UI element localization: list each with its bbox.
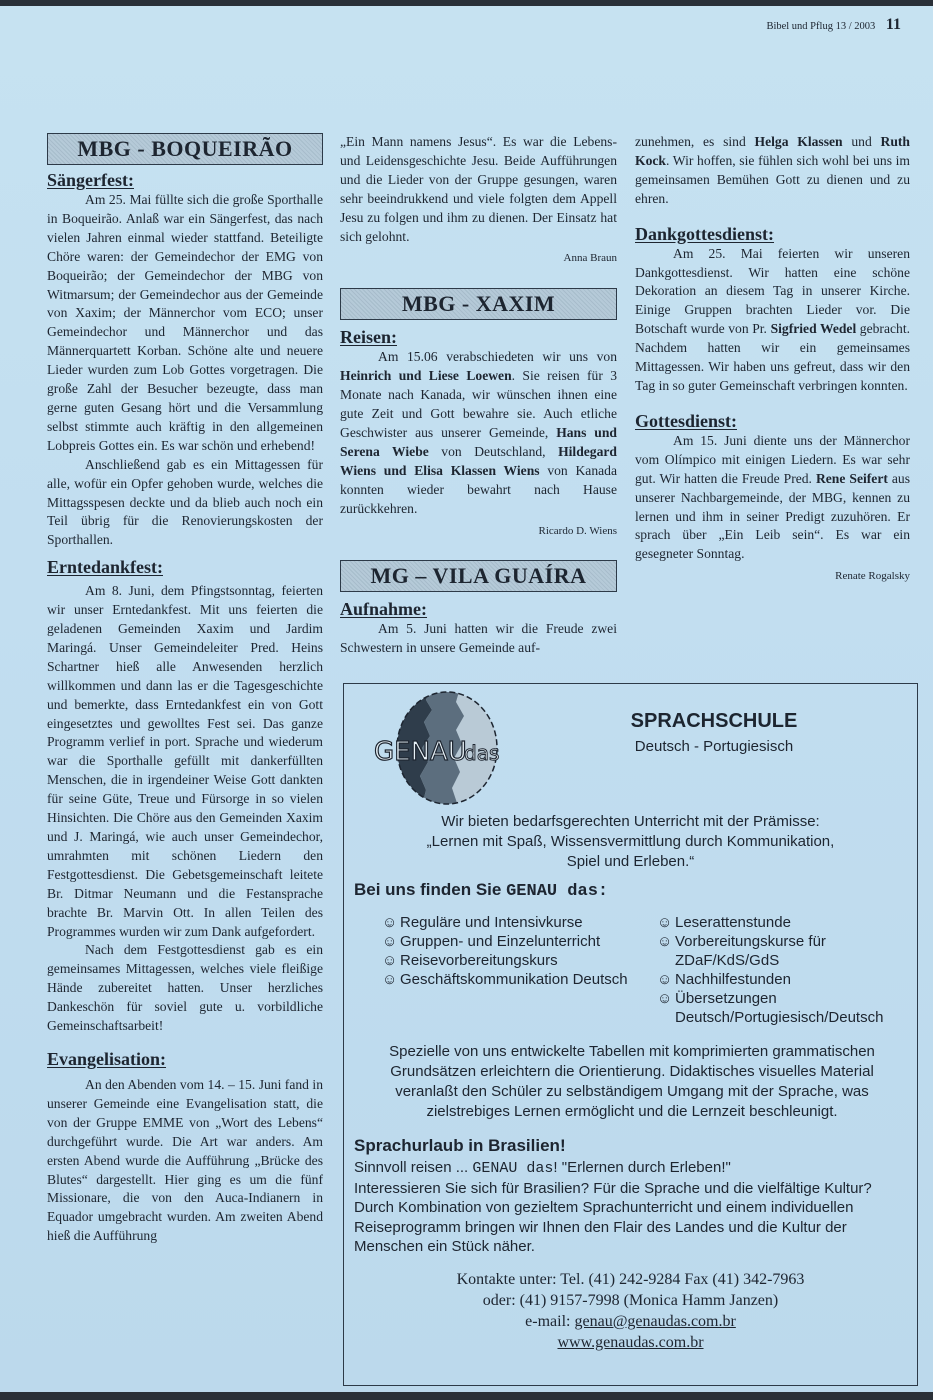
- svg-text:GENAU: GENAU: [374, 737, 467, 767]
- smiley-icon: ☺: [657, 990, 673, 1007]
- website-link[interactable]: www.genaudas.com.br: [557, 1334, 704, 1351]
- contact-mobile: oder: (41) 9157-7998 (Monica Hamm Janzen): [482, 1292, 779, 1309]
- column-2: [340, 133, 617, 658]
- offer-item: ☺ Reguläre und Intensivkurse: [382, 914, 583, 931]
- ad-urlaub-text: Sinnvoll reisen ... GENAU das! "Erlernen durch Erleben!" Interessieren Sie sich für Brasilien? Für die Sprache und die vielfältige Kultur? Durch Kombination von gezieltem Sprachunterricht und einem individuellen Reiseprogramm bringen wir Ihnen den Flair des Landes und die Kultur der Menschen ein Stück näher.: [354, 1159, 872, 1255]
- offer-item: ☺ Reisevorbereitungskurs: [382, 952, 558, 969]
- paragraph: Anschließend gab es ein Mittagessen für alle, wofür ein Opfer gehoben wurde, welches die Mittagsspesen deckte und da blieb auch noch ein Teil übrig für die Renovierungskosten der Sporthallen.: [47, 456, 323, 548]
- subhead-evangelisation: Evangelisation:: [47, 1048, 167, 1069]
- section-banner-xaxim: MBG - XAXIM: [340, 288, 617, 320]
- subhead-saengerfest: Sängerfest:: [47, 170, 134, 190]
- offer-item: ☺ Vorbereitungskurse für ZDaF/KdS/GdS: [657, 933, 826, 969]
- paragraph: „Ein Mann namens Jesus“. Es war die Lebens- und Leidensgeschichte Jesu. Beide Aufführungen und die Lieder von der Gruppe gesungen, waren sehr beeindrukkend und viele folgten dem Appell Jesu zu folgen und ihm zu dienen. Der Einsatz hat sich gelohnt.: [340, 134, 617, 244]
- author-signature: Renate Rogalsky: [835, 570, 910, 583]
- smiley-icon: ☺: [382, 971, 398, 988]
- offer-item: ☺ Übersetzungen Deutsch/Portugiesisch/Deutsch: [657, 990, 884, 1026]
- svg-text:das: das: [464, 741, 500, 765]
- paragraph: Am 5. Juni hatten wir die Freude zwei Schwestern in unsere Gemeinde auf-: [340, 621, 617, 656]
- ad-title: SPRACHSCHULE: [630, 710, 798, 732]
- sprachschule-advertisement: [343, 683, 918, 1386]
- ad-contact: Kontakte unter: Tel. (41) 242-9284 Fax (41) 342-7963 oder: (41) 9157-7998 (Monica Hamm Janzen) e-mail: genau@genaudas.com.br www.genaudas.com.br: [344, 1269, 917, 1353]
- paragraph: Am 8. Juni, dem Pfingstsonntag, feierten wir unser Erntedankfest. Mit uns feierten die geladenen Gemeinden Xaxim und Jardim Maringá. Unser Gemeindeleiter Pred. Heins Schartner hieß alle Anwesenden herzlich willkommen und dann las er die Tagesgeschichte und bemerkte, dass Erntedankfest ein von Gott eingesetztes und gewolltes Fest sei. Das ganze Programm verlief in port. Sprache und wiederum war die Sporthalle gefüllt mit dankerfüllten Menschen, die in irgendeiner Weise Gott dankten für seine Güte, Treue und Fürsorge in so vielen Hinsichten. Die Chöre aus den Gemeinden Xaxim und J. Maringá, wie auch unser Gemeindechor, umrahmten mit schönen Liedern den Festgottesdienst. Die Gebetsgemeinschaft leitete Br. Ditmar Neumann und die Festansprache brachte Br. Marvin Ott. In allen Teilen des Programmes wurden wir zum Dank aufgefordert.: [47, 583, 323, 939]
- ad-offer-list-left: [382, 913, 642, 989]
- paragraph: Am 15.06 verabschiedeten wir uns von Heinrich und Liese Loewen. Sie reisen für 3 Monate nach Kanada, wir wünschen ihnen eine gute Zeit und Gott bewahre sie. Auch etliche Geschwister aus unserer Gemeinde, Hans und Serena Wiebe von Deutschland, Hildegard Wiens und Elisa Klassen Wiens von Kanada konnten wieder bewahrt nach Hause zurückkehren.: [340, 349, 618, 516]
- ad-description: Spezielle von uns entwickelte Tabellen mit komprimierten grammatischen Grundsätzen erleichtern die Orientierung. Didaktisches visuelles Material veranlaßt den Schüler zu selbständigem Umgang mit der Sprache, was zielstrebiges Lernen ermöglicht und die Lernzeit beschleunigt.: [389, 1043, 875, 1120]
- ad-subtitle: Deutsch - Portugiesisch: [634, 738, 794, 755]
- offer-item: ☺ Geschäftskommunikation Deutsch: [382, 971, 628, 988]
- ad-offer-heading: Bei uns finden Sie GENAU das:: [354, 880, 609, 901]
- subhead-reisen: Reisen:: [340, 327, 397, 348]
- smiley-icon: ☺: [382, 914, 398, 931]
- author-signature: Anna Braun: [563, 252, 617, 265]
- running-header: [766, 16, 901, 34]
- offer-item: ☺ Gruppen- und Einzelunterricht: [382, 933, 601, 950]
- paragraph: Am 25. Mai füllte sich die große Sporthalle in Boqueirão. Anlaß war ein Sängerfest, das nach vielen Jahren einmal wieder stattfand. Beteiligte Chöre waren: der Gemeindechor der EMG von Boqueirão; der Gemeindechor der MBG von Witmarsum; der Gemeindechor aus der Gemeinde von Xaxim; der Männerchor vom ECO; unser Gemeindechor und Männerchor und das Männerquartett Korban. Schöne alte und neuere Lieder wurden zum Lob Gottes vorgetragen. Die große Zahl der Besucher bezeugte, dass man gerne guten Gesang hört und die Versammlung selbst stimmte auch kräftig in den allgemeinen Lobpreis Gottes ein. Es war schön und erhebend!: [47, 192, 323, 453]
- paragraph: Nach dem Festgottesdienst gab es ein gemeinsames Mittagessen, welches viele fleißige Hände zubereitet hatten. Unser herzliches Dankeschön für soviel gute u. vorbildliche Gemeinschaftsarbeit!: [47, 942, 323, 1034]
- contact-phone: Kontakte unter: Tel. (41) 242-9284 Fax (41) 342-7963: [456, 1271, 805, 1288]
- publication-name: Bibel und Pflug: [766, 21, 833, 32]
- paragraph: Am 25. Mai feierten wir unseren Dankgottesdienst. Wir hatten eine schöne Dekoration an diesem Tag in unserer Kirche. Einige Gruppen brachten Lieder vor. Die Botschaft wurde von Pr. Sigfried Wedel gebracht. Nachdem hatten wir ein gemeinsames Mittagessen. Wir haben uns gefreut, dass wir den Tag in so guter Gemeinschaft verbringen konnten.: [635, 245, 911, 393]
- paragraph: zunehmen, es sind Helga Klassen und Ruth Kock. Wir hoffen, sie fühlen sich wohl bei uns im gemeinsamen Bemühen Gott zu dienen und zu ehren.: [635, 134, 910, 206]
- globe-icon: [352, 688, 532, 806]
- section-banner-vila-guaira: MG – VILA GUAÍRA: [340, 560, 617, 592]
- paragraph: Am 15. Juni diente uns der Männerchor vom Olímpico mit einigen Liedern. Es war sehr gut. Wir hatten die Freude Pred. Rene Seifert aus unserer Nachbargemeinde, der MBG, kennen zu lernen und ihm in seiner Predigt zuzuhören. Er sprach über „Ein Leib sein“. Es war ein gesegneter Sonntag.: [635, 432, 911, 562]
- offer-item: ☺ Nachhilfestunden: [657, 971, 791, 988]
- page-number: 11: [885, 16, 901, 33]
- smiley-icon: ☺: [657, 971, 673, 988]
- section-banner-boqueirao: MBG - BOQUEIRÃO: [47, 133, 323, 165]
- paragraph: An den Abenden vom 14. – 15. Juni fand in unserer Gemeinde eine Evangelisation statt, die von der Gruppe EMME von „Wort des Lebens“ durchgeführt wurde. Die Art war anders. Am ersten Abend wurde die Aufführung „Brücke des Blutes“ dargestellt. Hier ging es um die fünf Missionare, die von den Auca-Indianern in Equador umgebracht wurden. Am zweiten Abend hieß die Aufführung: [47, 1076, 323, 1244]
- column-3: [635, 133, 910, 586]
- ad-offer-list-right: [657, 913, 917, 1027]
- email-link[interactable]: genau@genaudas.com.br: [574, 1313, 736, 1330]
- smiley-icon: ☺: [382, 952, 398, 969]
- genau-das-logo: [352, 688, 532, 806]
- magazine-page: [0, 6, 933, 1392]
- issue-number: 13 / 2003: [835, 21, 876, 32]
- subhead-dankgottesdienst: Dankgottesdienst:: [635, 223, 775, 244]
- author-signature: Ricardo D. Wiens: [538, 524, 617, 537]
- subhead-erntedankfest: Erntedankfest:: [47, 557, 163, 578]
- smiley-icon: ☺: [657, 933, 673, 950]
- ad-urlaub-heading: Sprachurlaub in Brasilien!: [354, 1136, 566, 1155]
- subhead-aufnahme: Aufnahme:: [340, 599, 428, 620]
- ad-intro: Wir bieten bedarfsgerechten Unterricht mit der Prämisse: „Lernen mit Spaß, Wissensvermittlung durch Kommunikation, Spiel und Erleben.“: [426, 813, 835, 870]
- smiley-icon: ☺: [657, 914, 673, 931]
- smiley-icon: ☺: [382, 933, 398, 950]
- subhead-gottesdienst: Gottesdienst:: [635, 410, 737, 431]
- offer-item: ☺ Leserattenstunde: [657, 914, 791, 931]
- column-1: [47, 133, 323, 1246]
